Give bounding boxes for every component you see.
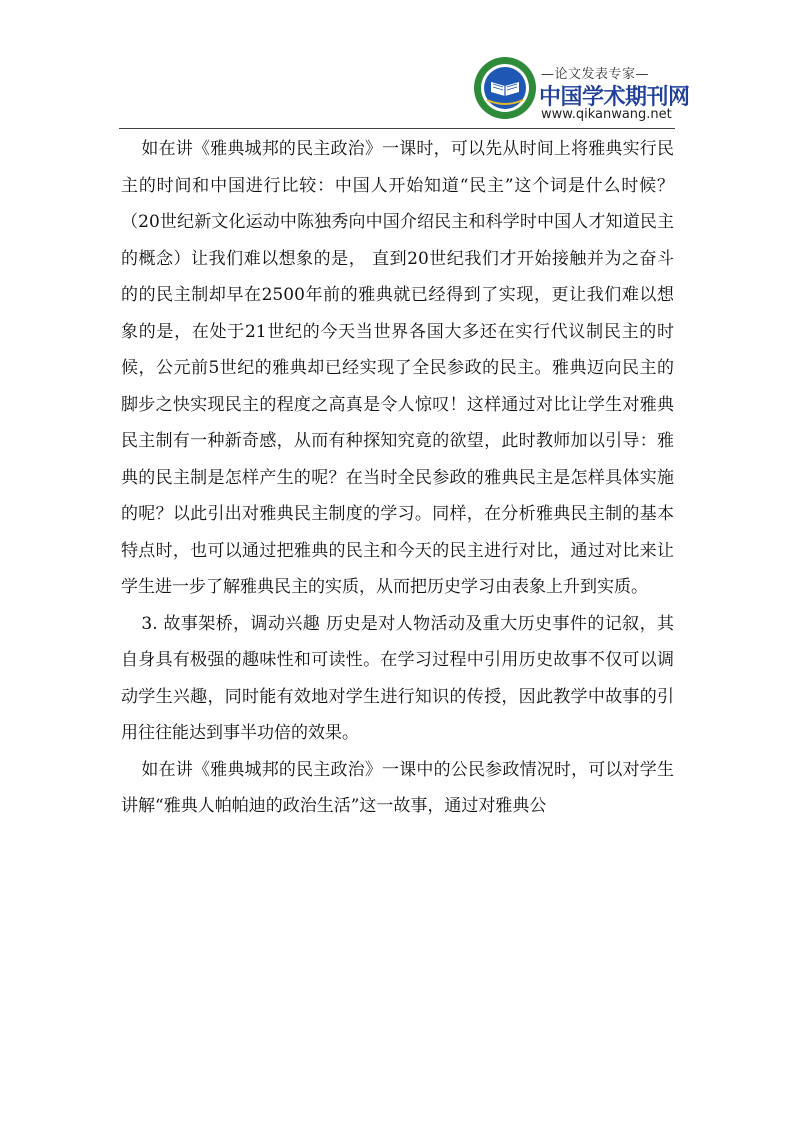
page-header xyxy=(0,0,794,130)
header-tagline: —论文发表专家— xyxy=(541,67,650,82)
document-body xyxy=(121,131,674,825)
body-paragraph: 如在讲《雅典城邦的民主政治》一课时，可以先从时间上将雅典实行民主的时间和中国进行比较：中国人开始知道“民主”这个词是什么时候？（20世纪新文化运动中陈独秀向中国介绍民主和科学时中国人才知道民主的概念）让我们难以想象的是， 直到20世纪我们才开始接触并为之奋斗的的民主制却早在2500年前的雅典就已经得到了实现，更让我们难以想象的是，在处于21世纪的今天当世界各国大多还在实行代议制民主的时候，公元前5世纪的雅典却已经实现了全民参政的民主。雅典迈向民主的脚步之快实现民主的程度之高真是令人惊叹！这样通过对比让学生对雅典民主制有一种新奇感，从而有种探知究竟的欲望，此时教师加以引导：雅典的民主制是怎样产生的呢？在当时全民参政的雅典民主是怎样具体实施的呢？以此引出对雅典民主制度的学习。同样，在分析雅典民主制的基本特点时，也可以通过把雅典的民主和今天的民主进行对比，通过对比来让学生进一步了解雅典民主的实质，从而把历史学习由表象上升到实质。 xyxy=(121,139,674,597)
site-url: www.qikanwang.net xyxy=(541,107,672,122)
body-paragraph: 如在讲《雅典城邦的民主政治》一课中的公民参政情况时，可以对学生讲解“雅典人帕帕迪的政治生活”这一故事，通过对雅典公 xyxy=(121,759,674,816)
site-name: 中国学术期刊网 xyxy=(539,85,690,110)
journal-logo-emblem xyxy=(473,56,537,120)
body-paragraph: 3. 故事架桥，调动兴趣 历史是对人物活动及重大历史事件的记叙，其自身具有极强的趣味性和可读性。在学习过程中引用历史故事不仅可以调动学生兴趣，同时能有效地对学生进行知识的传授，因此教学中故事的引用往往能达到事半功倍的效果。 xyxy=(121,613,674,743)
header-divider xyxy=(119,128,675,129)
